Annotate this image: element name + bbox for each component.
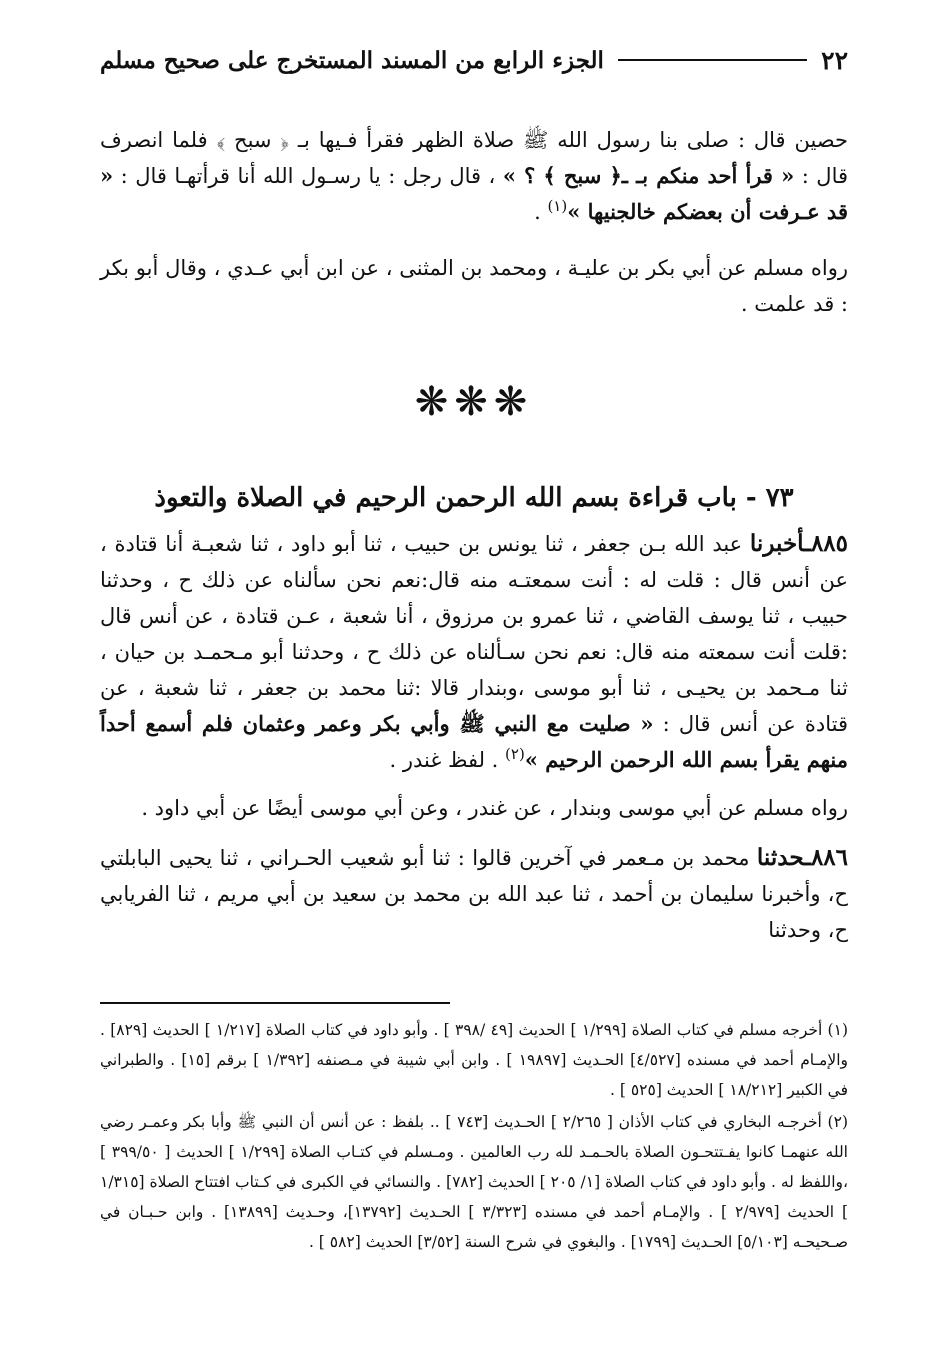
hadith-verb: ـأخبرنا xyxy=(749,530,811,557)
isnad-text: عبد الله بـن جعفر ، ثنا يونس بن حبيب ، ثنا أبو داود ، ثنا شعبـة أنا قتادة ، عن أنس قال : قلت له : أنت سمعتـه منه قال:نعم نحن سألناه عن ذلك ح ، وحدثنا حبيب ، ثنا يوسف القاضي ، ثنا عمرو بن مرزوق ، أنا شعبة ، عـن قتادة ، عن أنس قال :قلت أنت سمعته منه قال: نعم نحن سـألناه عن ذلك ح ، وحدثنا أبو مـحمـد بن حيان ، ثنا مـحمد بن يحيـى ، ثنا أبو موسى ،وبندار قالا :ثنا محمد بن جعفر ، ثنا شعبة ، عن قتادة عن أنس قال : xyxy=(100,532,848,736)
footnotes xyxy=(100,1015,848,1257)
text-segment: . xyxy=(534,200,548,224)
footnote-marker: (٢) xyxy=(505,745,525,763)
hadith-continuation xyxy=(100,122,848,230)
riwaya-note: رواه مسلم عن أبي بكر بن عليـة ، ومحمد بن المثنى ، عن ابن أبي عـدي ، وقال أبو بكر : قد علمت . xyxy=(100,256,848,316)
page-body xyxy=(100,38,848,948)
prophet-quote: « قرأ أحد منكم بـ ـ﴿ سبح ﴾ ؟ » xyxy=(502,163,795,188)
running-header xyxy=(100,38,848,82)
hadith-number: ٨٨٥ xyxy=(810,530,848,557)
prophet-quote: « قد عـرفت أن بعضكم خالجنيها » xyxy=(100,163,848,224)
hadith-885 xyxy=(100,526,848,778)
footnote-2: (٢) أخرجـه البخاري في كتاب الأذان [ ٢/٢٦٥ ] الحـديث [٧٤٣ ] .. بلفظ : عن أنس أن النبي ﷺ وأبا بكر وعمـر رضي الله عنهمـا كانوا يفـتتحـون الصلاة بالحـمـد لله رب العالمين . ومـسلم في كتـاب الصلاة [١/٢٩٩ ] الحديث [ ٣٩٩/٥٠ ] ،واللفظ له . وأبو داود في كتاب الصلاة [١/ ٢٠٥ ] الحديث [٧٨٢] . والنسائي في الكبرى في كـتاب افتتاح الصلاة [١/٣١٥ ] الحديث [٢/٩٧٩ ] . والإمـام أحمد في مسنده [٣/٣٢٣ ] الحـديث [١٣٧٩٢]، وحـديث [١٣٨٩٩] . وابن حـبـان في صـحيحـه [٥/١٠٣] الحـديث [١٧٩٩] . والبغوي في شرح السنة [٣/٥٢] الحديث [٥٨٢ ] . xyxy=(100,1113,849,1251)
text-segment: حصين قال : صلى بنا رسول الله ﷺ صلاة الظهر فقرأ فـيها بـ ﴿ سبح ﴾ فلما انصرف قال : xyxy=(100,128,848,188)
header-rule xyxy=(618,59,807,61)
hadith-verb: ـحدثنا xyxy=(756,844,811,871)
text-segment: ، قال رجل : يا رسـول الله أنا قرأتهـا قال : xyxy=(113,164,503,188)
hadith-number: ٨٨٦ xyxy=(810,844,848,871)
book-title: الجزء الرابع من المسند المستخرج على صحيح مسلم xyxy=(100,46,604,74)
section-ornament: ❋❋❋ xyxy=(414,379,534,425)
text-segment: . لفظ غندر . xyxy=(389,748,506,772)
footnote-1: (١) أخرجه مسلم في كتاب الصلاة [١/٢٩٩ ] الحديث [٤٩ /٣٩٨ ] . وأبو داود في كتاب الصلاة [١/٢١٧ ] الحديث [٨٢٩] . والإمـام أحمد في مسنده [٤/٥٢٧] الحـديث [١٩٨٩٧ ] . وابن أبي شيبة في مـصنفه [١/٣٩٢ ] برقم [١٥] . والطبراني في الكبير [١٨/٢١٢ ] الحديث [٥٢٥ ] . xyxy=(100,1021,848,1099)
riwaya-note: رواه مسلم عن أبي موسى وبندار ، عن غندر ، وعن أبي موسى أيضًا عن أبي داود . xyxy=(141,796,848,820)
footnote-marker: (١) xyxy=(547,197,568,215)
chapter-heading: ٧٣ - باب قراءة بسم الله الرحمن الرحيم في الصلاة والتعوذ xyxy=(154,483,794,513)
isnad-text: محمد بن مـعمر في آخرين قالوا : ثنا أبو شعيب الحـراني ، ثنا يحيى البابلتي ح، وأخبرنا سليمان بن أحمد ، ثنا عبد الله بن محمد بن سعيد بن أبي مريم ، ثنا الفريابي ح، وحدثنا xyxy=(100,846,848,942)
matn-quote: « صليت مع النبي ﷺ وأبي بكر وعمر وعثمان فلم أسمع أحداً منهم يقرأ بسم الله الرحمن الرحيم » xyxy=(100,711,848,772)
page-number: ٢٢ xyxy=(821,45,848,75)
hadith-886 xyxy=(100,840,848,948)
footnote-separator xyxy=(100,1002,450,1004)
